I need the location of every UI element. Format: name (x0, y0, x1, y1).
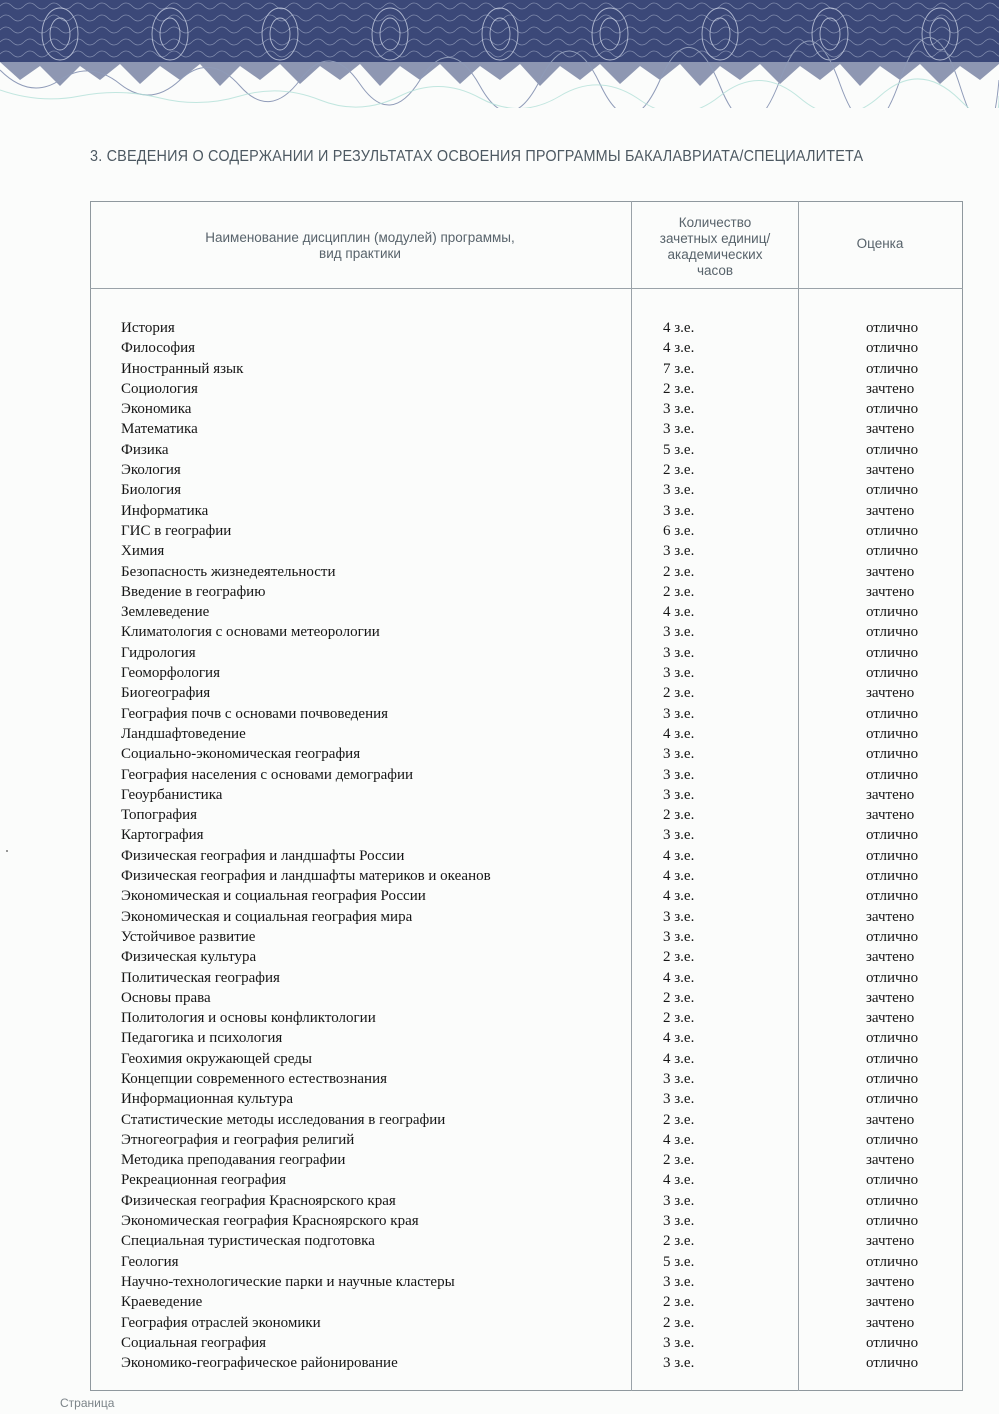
table-row (0, 1313, 999, 1333)
credit-units-cell: 4 з.е. (663, 340, 695, 357)
grade-cell: отлично (866, 624, 919, 641)
discipline-name-cell: Методика преподавания географии (121, 1152, 346, 1169)
credit-units-cell: 3 з.е. (663, 502, 695, 519)
grade-cell: отлично (866, 1334, 919, 1351)
table-row (0, 846, 999, 866)
table-row (0, 886, 999, 906)
discipline-name-cell: Рекреационная география (121, 1172, 287, 1189)
table-row (0, 419, 999, 439)
header-credit-units: Количество зачетных единиц/ академических часов (659, 215, 771, 278)
discipline-name-cell: Климатология с основами метеорологии (121, 624, 380, 641)
credit-units-cell: 2 з.е. (663, 807, 695, 824)
grade-cell: отлично (866, 827, 919, 844)
grade-cell: зачтено (866, 1233, 915, 1250)
discipline-name-cell: Геоурбанистика (121, 786, 223, 803)
discipline-name-cell: Землеведение (121, 604, 210, 621)
credit-units-cell: 4 з.е. (663, 888, 695, 905)
table-row (0, 440, 999, 460)
discipline-name-cell: Политическая география (121, 969, 280, 986)
grade-cell: отлично (866, 847, 919, 864)
grade-cell: отлично (866, 644, 919, 661)
guilloche-border-band (0, 0, 999, 108)
credit-units-cell: 2 з.е. (663, 563, 695, 580)
table-row (0, 1110, 999, 1130)
grade-cell: отлично (866, 401, 919, 418)
table-row (0, 1069, 999, 1089)
discipline-name-cell: Основы права (121, 989, 211, 1006)
table-row (0, 724, 999, 744)
table-row (0, 947, 999, 967)
credit-units-cell: 2 з.е. (663, 685, 695, 702)
grade-cell: зачтено (866, 1152, 915, 1169)
grade-cell: отлично (866, 482, 919, 499)
table-row (0, 1089, 999, 1109)
discipline-name-cell: Устойчивое развитие (121, 928, 256, 945)
grade-cell: зачтено (866, 502, 915, 519)
discipline-name-cell: Биология (121, 482, 182, 499)
grade-cell: отлично (866, 705, 919, 722)
table-row (0, 379, 999, 399)
discipline-name-cell: Физика (121, 441, 169, 458)
credit-units-cell: 4 з.е. (663, 1050, 695, 1067)
table-row (0, 744, 999, 764)
table-row (0, 521, 999, 541)
discipline-name-cell: Химия (121, 543, 165, 560)
discipline-name-cell: Политология и основы конфликтологии (121, 1010, 376, 1027)
table-row (0, 1170, 999, 1190)
credit-units-cell: 7 з.е. (663, 360, 695, 377)
discipline-name-cell: Экономико-географическое районирование (121, 1355, 398, 1372)
table-row (0, 765, 999, 785)
credit-units-cell: 2 з.е. (663, 1111, 695, 1128)
table-row (0, 1231, 999, 1251)
discipline-name-cell: Экология (121, 462, 181, 479)
table-row (0, 1150, 999, 1170)
credit-units-cell: 3 з.е. (663, 746, 695, 763)
grade-cell: отлично (866, 1355, 919, 1372)
table-row (0, 968, 999, 988)
credit-units-cell: 3 з.е. (663, 1192, 695, 1209)
table-row (0, 460, 999, 480)
discipline-name-cell: Социальная география (121, 1334, 267, 1351)
scan-speck (6, 850, 8, 852)
table-row (0, 501, 999, 521)
discipline-name-cell: Биогеография (121, 685, 211, 702)
table-row (0, 1333, 999, 1353)
grade-cell: зачтено (866, 421, 915, 438)
discipline-name-cell: Этногеография и география религий (121, 1131, 355, 1148)
credit-units-cell: 3 з.е. (663, 644, 695, 661)
table-row (0, 1292, 999, 1312)
table-row (0, 927, 999, 947)
grade-cell: отлично (866, 1172, 919, 1189)
grade-cell: зачтено (866, 1314, 915, 1331)
table-row (0, 1211, 999, 1231)
credit-units-cell: 2 з.е. (663, 380, 695, 397)
discipline-name-cell: Математика (121, 421, 198, 438)
discipline-name-cell: История (121, 320, 175, 336)
credit-units-cell: 4 з.е. (663, 1172, 695, 1189)
credit-units-cell: 2 з.е. (663, 1294, 695, 1311)
table-row (0, 866, 999, 886)
credit-units-cell: 3 з.е. (663, 786, 695, 803)
discipline-name-cell: Социология (121, 380, 198, 397)
discipline-name-cell: Физическая география и ландшафты России (121, 847, 405, 864)
grade-cell: зачтено (866, 563, 915, 580)
discipline-name-cell: Геоморфология (121, 665, 220, 682)
table-row (0, 1049, 999, 1069)
credit-units-cell: 3 з.е. (663, 766, 695, 783)
credit-units-cell: 4 з.е. (663, 320, 695, 336)
discipline-name-cell: Физическая география Красноярского края (121, 1192, 396, 1209)
credit-units-cell: 3 з.е. (663, 1213, 695, 1230)
credit-units-cell: 2 з.е. (663, 989, 695, 1006)
credit-units-cell: 3 з.е. (663, 482, 695, 499)
credit-units-cell: 6 з.е. (663, 522, 695, 539)
grade-cell: отлично (866, 1131, 919, 1148)
grade-cell: отлично (866, 1192, 919, 1209)
table-row (0, 704, 999, 724)
header-discipline-name: Наименование дисциплин (модулей) программы, вид практики (205, 230, 515, 261)
credit-units-cell: 4 з.е. (663, 868, 695, 885)
credit-units-cell: 2 з.е. (663, 1010, 695, 1027)
discipline-name-cell: Концепции современного естествознания (121, 1070, 387, 1087)
grade-cell: зачтено (866, 908, 915, 925)
header-divider (90, 288, 963, 289)
grade-cell: зачтено (866, 989, 915, 1006)
table-row (0, 602, 999, 622)
discipline-name-cell: Педагогика и психология (121, 1030, 283, 1047)
table-row (0, 663, 999, 683)
grade-cell: отлично (866, 888, 919, 905)
page-footer-label: Страница (60, 1396, 115, 1410)
discipline-name-cell: Картография (121, 827, 204, 844)
grade-cell: отлично (866, 766, 919, 783)
discipline-name-cell: Геохимия окружающей среды (121, 1050, 312, 1067)
table-row (0, 541, 999, 561)
grade-cell: отлично (866, 1213, 919, 1230)
discipline-name-cell: Геология (121, 1253, 179, 1270)
discipline-name-cell: География почв с основами почвоведения (121, 705, 389, 722)
table-row (0, 643, 999, 663)
grade-cell: отлично (866, 868, 919, 885)
discipline-name-cell: Гидрология (121, 644, 196, 661)
grade-cell: отлично (866, 928, 919, 945)
grade-cell: зачтено (866, 786, 915, 803)
credit-units-cell: 5 з.е. (663, 1253, 695, 1270)
discipline-name-cell: Ландшафтоведение (121, 725, 246, 742)
table-row (0, 562, 999, 582)
credit-units-cell: 3 з.е. (663, 543, 695, 560)
discipline-name-cell: Информационная культура (121, 1091, 294, 1108)
credit-units-cell: 5 з.е. (663, 441, 695, 458)
discipline-name-cell: Специальная туристическая подготовка (121, 1233, 375, 1250)
table-row (0, 825, 999, 845)
discipline-name-cell: ГИС в географии (121, 522, 232, 539)
discipline-name-cell: Физическая культура (121, 949, 257, 966)
grade-cell: отлично (866, 441, 919, 458)
table-row (0, 1252, 999, 1272)
discipline-name-cell: Топография (121, 807, 198, 824)
grade-cell: отлично (866, 543, 919, 560)
table-row (0, 1191, 999, 1211)
table-row (0, 480, 999, 500)
table-row (0, 988, 999, 1008)
discipline-name-cell: Экономическая и социальная география России (121, 888, 426, 905)
credit-units-cell: 2 з.е. (663, 1314, 695, 1331)
credit-units-cell: 3 з.е. (663, 421, 695, 438)
table-row (0, 805, 999, 825)
discipline-name-cell: Философия (121, 340, 196, 357)
credit-units-cell: 3 з.е. (663, 1070, 695, 1087)
table-row (0, 338, 999, 358)
discipline-name-cell: Экономическая и социальная география мира (121, 908, 413, 925)
credit-units-cell: 3 з.е. (663, 908, 695, 925)
credit-units-cell: 2 з.е. (663, 949, 695, 966)
grade-cell: отлично (866, 320, 919, 336)
grade-cell: отлично (866, 725, 919, 742)
credit-units-cell: 3 з.е. (663, 401, 695, 418)
grade-cell: отлично (866, 969, 919, 986)
table-row (0, 359, 999, 379)
credit-units-cell: 2 з.е. (663, 1152, 695, 1169)
discipline-name-cell: География отраслей экономики (121, 1314, 321, 1331)
table-row (0, 622, 999, 642)
grade-cell: зачтено (866, 1294, 915, 1311)
header-grade: Оценка (856, 236, 904, 251)
discipline-name-cell: Социально-экономическая география (121, 746, 361, 763)
credit-units-cell: 4 з.е. (663, 1030, 695, 1047)
credit-units-cell: 2 з.е. (663, 1233, 695, 1250)
credit-units-cell: 3 з.е. (663, 624, 695, 641)
grade-cell: отлично (866, 1091, 919, 1108)
grade-cell: зачтено (866, 462, 915, 479)
grade-cell: отлично (866, 360, 919, 377)
discipline-name-cell: Введение в географию (121, 583, 266, 600)
table-row (0, 1272, 999, 1292)
discipline-name-cell: Научно-технологические парки и научные кластеры (121, 1273, 455, 1290)
grade-cell: зачтено (866, 1273, 915, 1290)
grade-cell: отлично (866, 746, 919, 763)
credit-units-cell: 3 з.е. (663, 1334, 695, 1351)
grade-cell: отлично (866, 665, 919, 682)
table-row (0, 1008, 999, 1028)
discipline-name-cell: Экономическая география Красноярского края (121, 1213, 419, 1230)
grade-cell: отлично (866, 1030, 919, 1047)
table-row (0, 785, 999, 805)
grade-cell: зачтено (866, 949, 915, 966)
credit-units-cell: 3 з.е. (663, 705, 695, 722)
credit-units-cell: 4 з.е. (663, 604, 695, 621)
credit-units-cell: 4 з.е. (663, 1131, 695, 1148)
credit-units-cell: 4 з.е. (663, 847, 695, 864)
credit-units-cell: 4 з.е. (663, 969, 695, 986)
discipline-name-cell: Безопасность жизнедеятельности (121, 563, 336, 580)
discipline-name-cell: Информатика (121, 502, 209, 519)
credit-units-cell: 4 з.е. (663, 725, 695, 742)
grade-cell: зачтено (866, 1111, 915, 1128)
discipline-name-cell: География населения с основами демографии (121, 766, 414, 783)
table-row (0, 318, 999, 338)
table-row (0, 1353, 999, 1373)
discipline-rows (0, 318, 999, 1373)
credit-units-cell: 3 з.е. (663, 827, 695, 844)
credit-units-cell: 3 з.е. (663, 1273, 695, 1290)
grade-cell: зачтено (866, 583, 915, 600)
grade-cell: отлично (866, 1253, 919, 1270)
credit-units-cell: 2 з.е. (663, 583, 695, 600)
table-row (0, 582, 999, 602)
table-row (0, 1028, 999, 1048)
discipline-name-cell: Иностранный язык (121, 360, 244, 377)
credit-units-cell: 3 з.е. (663, 928, 695, 945)
grade-cell: зачтено (866, 685, 915, 702)
grade-cell: отлично (866, 604, 919, 621)
discipline-name-cell: Краеведение (121, 1294, 203, 1311)
table-row (0, 399, 999, 419)
credit-units-cell: 2 з.е. (663, 462, 695, 479)
grade-cell: отлично (866, 340, 919, 357)
table-row (0, 683, 999, 703)
credit-units-cell: 3 з.е. (663, 1355, 695, 1372)
grade-cell: отлично (866, 1070, 919, 1087)
table-row (0, 1130, 999, 1150)
section-title: 3. СВЕДЕНИЯ О СОДЕРЖАНИИ И РЕЗУЛЬТАТАХ ОСВОЕНИЯ ПРОГРАММЫ БАКАЛАВРИАТА/СПЕЦИАЛИТЕТА (90, 148, 864, 165)
credit-units-cell: 3 з.е. (663, 1091, 695, 1108)
grade-cell: отлично (866, 522, 919, 539)
grade-cell: зачтено (866, 380, 915, 397)
grade-cell: отлично (866, 1050, 919, 1067)
grade-cell: зачтено (866, 1010, 915, 1027)
discipline-name-cell: Статистические методы исследования в географии (121, 1111, 446, 1128)
credit-units-cell: 3 з.е. (663, 665, 695, 682)
discipline-name-cell: Экономика (121, 401, 192, 418)
table-row (0, 907, 999, 927)
grade-cell: зачтено (866, 807, 915, 824)
discipline-name-cell: Физическая география и ландшафты материков и океанов (121, 868, 491, 885)
